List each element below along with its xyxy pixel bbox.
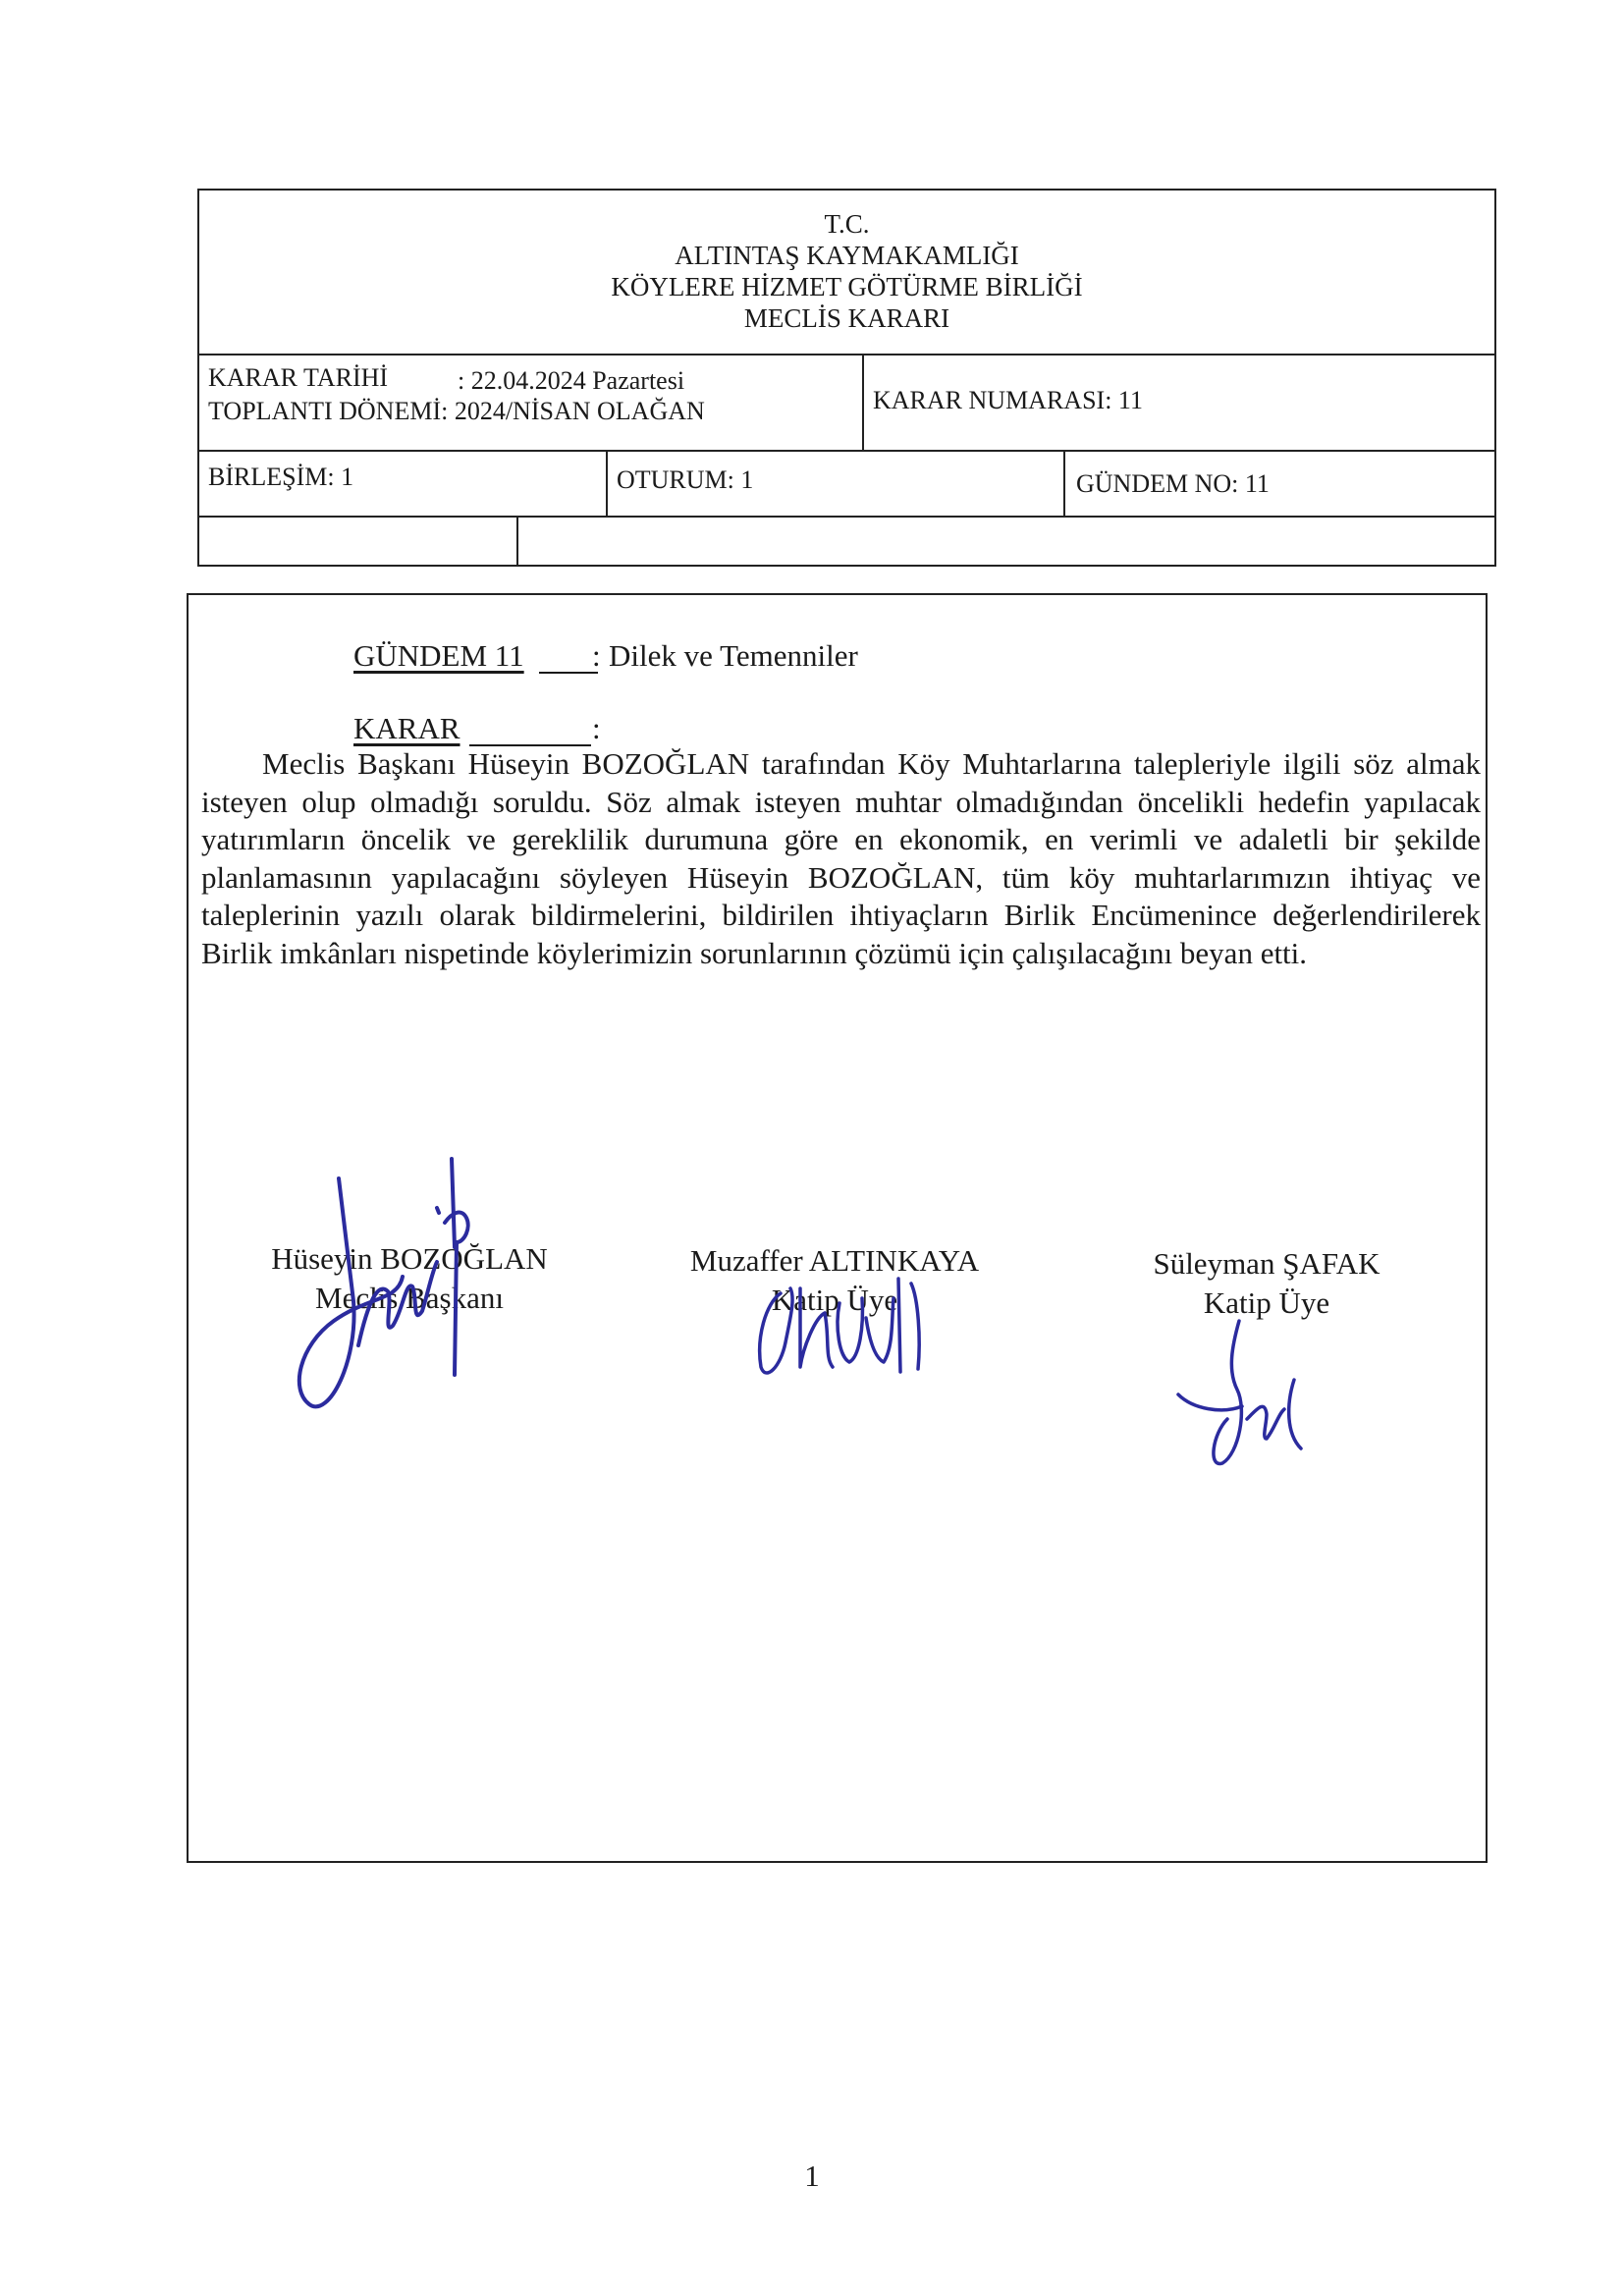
table-divider [197, 516, 1496, 518]
signatory-2-title: Katip Üye [771, 1283, 898, 1317]
table-divider [1063, 450, 1065, 516]
header-line-kaymakamlik: ALTINTAŞ KAYMAKAMLIĞI [675, 241, 1019, 270]
signature-3-image [1168, 1316, 1316, 1473]
signatory-2-name: Muzaffer ALTINKAYA [689, 1243, 980, 1278]
decision-paragraph: Meclis Başkanı Hüseyin BOZOĞLAN tarafından Köy Muhtarlarına talepleriyle ilgili söz almak isteyen olup olmadığı soruldu. Söz almak isteyen muhtar olmadığından öncelikli hedefin yapılacak yatırımların öncelik ve gereklilik durumuna göre en ekonomik, en verimli ve adaletli bir şekilde planlamasının yapılacağını söyleyen Hüseyin BOZOĞLAN, tüm köy muhtarlarımızın ihtiyaç ve taleplerinin yazılı olarak bildirmelerini, bildirilen ihtiyaçların Birlik Encümenince değerlendirilerek Birlik imkânları nispetinde köylerimizin sorunlarının çözümü için çalışılacağını beyan etti. [201, 746, 1481, 970]
header-line-birlik: KÖYLERE HİZMET GÖTÜRME BİRLİĞİ [611, 272, 1083, 301]
signature-2-image [746, 1259, 933, 1382]
signatory-3-name: Süleyman ŞAFAK [1153, 1246, 1380, 1281]
table-divider [197, 450, 1496, 452]
table-divider [197, 354, 1496, 355]
table-divider [606, 450, 608, 516]
karar-colon: : [592, 711, 601, 745]
gundem-colon: : [592, 638, 601, 673]
gundem-label: GÜNDEM 11 [353, 638, 524, 673]
header-line-meclis-karari: MECLİS KARARI [743, 303, 950, 333]
gundem-title: Dilek ve Temenniler [609, 638, 858, 673]
gundem-underline-fill [539, 638, 598, 674]
table-divider [516, 516, 518, 567]
header-line-tc: T.C. [824, 209, 870, 239]
signatory-1-title: Meclis Başkanı [315, 1281, 504, 1315]
signatory-1-name: Hüseyin BOZOĞLAN [271, 1241, 548, 1276]
karar-numarasi: KARAR NUMARASI: 11 [873, 386, 1143, 414]
oturum: OTURUM: 1 [617, 465, 754, 494]
karar-label: KARAR [353, 711, 460, 745]
table-divider [862, 354, 864, 450]
signatory-3-title: Katip Üye [1203, 1285, 1330, 1320]
signature-1-image [290, 1154, 545, 1424]
karar-tarihi-label: KARAR TARİHİ [208, 363, 389, 392]
karar-tarihi-value: : 22.04.2024 Pazartesi [458, 366, 685, 395]
birlesim: BİRLEŞİM: 1 [208, 463, 354, 491]
karar-underline-fill [469, 711, 591, 746]
page-number: 1 [804, 2159, 820, 2193]
gundem-no: GÜNDEM NO: 11 [1076, 469, 1270, 498]
toplanti-donemi: TOPLANTI DÖNEMİ: 2024/NİSAN OLAĞAN [208, 397, 705, 425]
